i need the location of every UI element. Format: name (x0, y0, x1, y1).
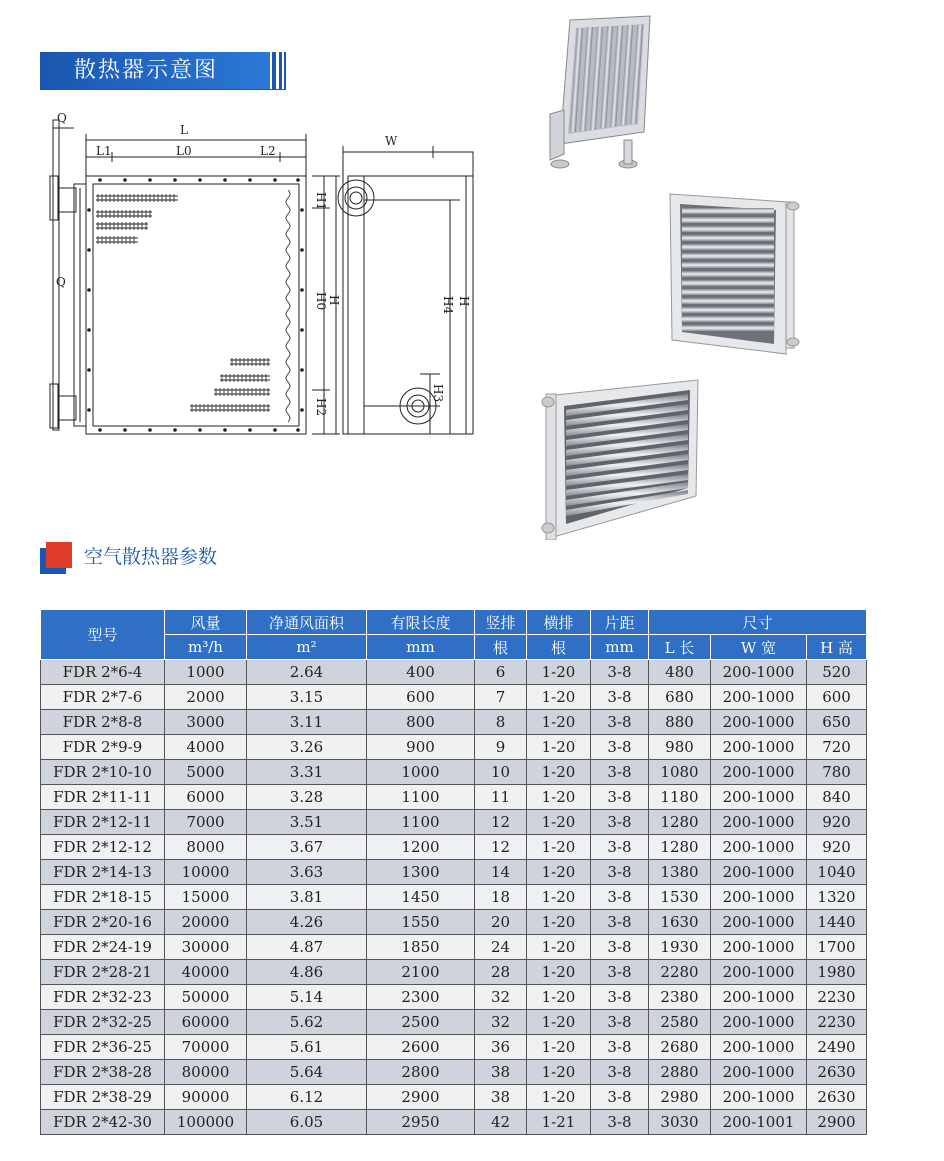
cell-length: 2880 (649, 1060, 711, 1085)
cell-horizontal: 1-20 (527, 685, 591, 710)
cell-width: 200-1000 (711, 785, 807, 810)
cell-vertical: 9 (475, 735, 527, 760)
page-title: 散热器示意图 (40, 52, 270, 89)
cell-net-area: 3.81 (247, 885, 367, 910)
radiator-schematic (30, 100, 500, 445)
cell-width: 200-1000 (711, 985, 807, 1010)
cell-airflow: 4000 (165, 735, 247, 760)
cell-fin-pitch: 3-8 (591, 735, 649, 760)
cell-height: 720 (807, 735, 867, 760)
th-airflow: 风量 (165, 610, 247, 635)
cell-model: FDR 2*12-12 (41, 835, 165, 860)
cell-height: 2630 (807, 1085, 867, 1110)
cell-net-area: 3.31 (247, 760, 367, 785)
cell-eff-length: 1850 (367, 935, 475, 960)
cell-eff-length: 800 (367, 710, 475, 735)
cell-model: FDR 2*20-16 (41, 910, 165, 935)
cell-width: 200-1000 (711, 910, 807, 935)
table-row (41, 1035, 867, 1060)
cell-airflow: 20000 (165, 910, 247, 935)
cell-fin-pitch: 3-8 (591, 760, 649, 785)
cell-vertical: 38 (475, 1060, 527, 1085)
cell-airflow: 30000 (165, 935, 247, 960)
cell-net-area: 5.64 (247, 1060, 367, 1085)
cell-net-area: 6.12 (247, 1085, 367, 1110)
cell-horizontal: 1-20 (527, 1085, 591, 1110)
cell-fin-pitch: 3-8 (591, 835, 649, 860)
cell-fin-pitch: 3-8 (591, 935, 649, 960)
cell-vertical: 14 (475, 860, 527, 885)
cell-width: 200-1001 (711, 1110, 807, 1135)
label-H0: H0 (314, 292, 328, 311)
cell-net-area: 3.26 (247, 735, 367, 760)
cell-horizontal: 1-20 (527, 935, 591, 960)
cell-eff-length: 2600 (367, 1035, 475, 1060)
label-L2: L2 (260, 144, 276, 158)
cell-airflow: 50000 (165, 985, 247, 1010)
cell-width: 200-1000 (711, 710, 807, 735)
cell-length: 2580 (649, 1010, 711, 1035)
cell-model: FDR 2*8-8 (41, 710, 165, 735)
title-accent-bars (270, 52, 286, 89)
cell-fin-pitch: 3-8 (591, 1085, 649, 1110)
cell-airflow: 15000 (165, 885, 247, 910)
label-Q-top: Q (57, 111, 67, 125)
cell-horizontal: 1-20 (527, 860, 591, 885)
cell-horizontal: 1-20 (527, 885, 591, 910)
cell-airflow: 40000 (165, 960, 247, 985)
cell-horizontal: 1-21 (527, 1110, 591, 1135)
cell-eff-length: 1550 (367, 910, 475, 935)
cell-length: 2280 (649, 960, 711, 985)
label-H1: H1 (314, 192, 328, 211)
cell-length: 1930 (649, 935, 711, 960)
cell-horizontal: 1-20 (527, 785, 591, 810)
cell-airflow: 60000 (165, 1010, 247, 1035)
cell-width: 200-1000 (711, 1085, 807, 1110)
th-size: 尺寸 (649, 610, 867, 635)
cell-width: 200-1000 (711, 810, 807, 835)
cell-fin-pitch: 3-8 (591, 710, 649, 735)
cell-width: 200-1000 (711, 1060, 807, 1085)
cell-net-area: 5.62 (247, 1010, 367, 1035)
unit-height: H 高 (807, 635, 867, 660)
cell-fin-pitch: 3-8 (591, 1110, 649, 1135)
cell-vertical: 24 (475, 935, 527, 960)
cell-fin-pitch: 3-8 (591, 785, 649, 810)
cell-horizontal: 1-20 (527, 1035, 591, 1060)
cell-height: 780 (807, 760, 867, 785)
cell-height: 650 (807, 710, 867, 735)
th-net-area: 净通风面积 (247, 610, 367, 635)
cell-eff-length: 2300 (367, 985, 475, 1010)
cell-fin-pitch: 3-8 (591, 685, 649, 710)
table-row (41, 860, 867, 885)
cell-net-area: 5.61 (247, 1035, 367, 1060)
cell-width: 200-1000 (711, 960, 807, 985)
label-L0: L0 (176, 144, 192, 158)
cell-fin-pitch: 3-8 (591, 810, 649, 835)
th-eff-length: 有限长度 (367, 610, 475, 635)
cell-vertical: 6 (475, 660, 527, 685)
cell-width: 200-1000 (711, 860, 807, 885)
cell-vertical: 10 (475, 760, 527, 785)
unit-length: L 长 (649, 635, 711, 660)
cell-vertical: 11 (475, 785, 527, 810)
cell-eff-length: 2100 (367, 960, 475, 985)
cell-net-area: 4.87 (247, 935, 367, 960)
cell-eff-length: 1100 (367, 785, 475, 810)
cell-height: 2630 (807, 1060, 867, 1085)
cell-vertical: 36 (475, 1035, 527, 1060)
label-H4: H4 (441, 296, 455, 315)
cell-model: FDR 2*6-4 (41, 660, 165, 685)
cell-horizontal: 1-20 (527, 660, 591, 685)
table-row (41, 660, 867, 685)
cell-height: 1320 (807, 885, 867, 910)
cell-model: FDR 2*38-28 (41, 1060, 165, 1085)
cell-length: 880 (649, 710, 711, 735)
cell-horizontal: 1-20 (527, 960, 591, 985)
cell-height: 2490 (807, 1035, 867, 1060)
cell-net-area: 4.26 (247, 910, 367, 935)
cell-eff-length: 1000 (367, 760, 475, 785)
label-W: W (385, 134, 398, 148)
cell-vertical: 28 (475, 960, 527, 985)
cell-eff-length: 1300 (367, 860, 475, 885)
cell-eff-length: 1450 (367, 885, 475, 910)
cell-horizontal: 1-20 (527, 910, 591, 935)
cell-net-area: 3.11 (247, 710, 367, 735)
cell-fin-pitch: 3-8 (591, 960, 649, 985)
cell-vertical: 8 (475, 710, 527, 735)
cell-width: 200-1000 (711, 660, 807, 685)
cell-fin-pitch: 3-8 (591, 1060, 649, 1085)
th-vertical: 竖排 (475, 610, 527, 635)
label-H3: H3 (431, 384, 445, 403)
unit-horizontal: 根 (527, 635, 591, 660)
cell-width: 200-1000 (711, 935, 807, 960)
radiator-photo-angled (540, 14, 670, 179)
cell-airflow: 2000 (165, 685, 247, 710)
cell-net-area: 6.05 (247, 1110, 367, 1135)
table-row (41, 1060, 867, 1085)
cell-height: 920 (807, 810, 867, 835)
cell-fin-pitch: 3-8 (591, 660, 649, 685)
cell-height: 2230 (807, 1010, 867, 1035)
cell-model: FDR 2*32-23 (41, 985, 165, 1010)
cell-length: 1280 (649, 835, 711, 860)
cell-height: 1700 (807, 935, 867, 960)
cell-height: 920 (807, 835, 867, 860)
unit-width: W 宽 (711, 635, 807, 660)
cell-model: FDR 2*38-29 (41, 1085, 165, 1110)
cell-length: 680 (649, 685, 711, 710)
cell-width: 200-1000 (711, 735, 807, 760)
table-row (41, 1010, 867, 1035)
cell-airflow: 80000 (165, 1060, 247, 1085)
label-H2: H2 (314, 398, 328, 417)
cell-length: 1630 (649, 910, 711, 935)
unit-eff-length: mm (367, 635, 475, 660)
cell-airflow: 10000 (165, 860, 247, 885)
cell-width: 200-1000 (711, 1035, 807, 1060)
cell-vertical: 12 (475, 835, 527, 860)
cell-width: 200-1000 (711, 885, 807, 910)
cell-vertical: 42 (475, 1110, 527, 1135)
cell-net-area: 3.51 (247, 810, 367, 835)
label-H-side: H (457, 296, 471, 307)
cell-horizontal: 1-20 (527, 1010, 591, 1035)
cell-net-area: 3.67 (247, 835, 367, 860)
cell-net-area: 4.86 (247, 960, 367, 985)
cell-airflow: 100000 (165, 1110, 247, 1135)
radiator-photo-perspective (538, 378, 708, 540)
unit-airflow: m³/h (165, 635, 247, 660)
cell-fin-pitch: 3-8 (591, 885, 649, 910)
cell-vertical: 12 (475, 810, 527, 835)
cell-model: FDR 2*14-13 (41, 860, 165, 885)
cell-net-area: 3.63 (247, 860, 367, 885)
cell-width: 200-1000 (711, 760, 807, 785)
th-model: 型号 (41, 610, 165, 660)
cell-horizontal: 1-20 (527, 1060, 591, 1085)
table-row (41, 910, 867, 935)
cell-length: 1380 (649, 860, 711, 885)
side-view-frame (343, 152, 473, 434)
section-title: 空气散热器参数 (84, 546, 218, 568)
cell-height: 1980 (807, 960, 867, 985)
cell-net-area: 3.15 (247, 685, 367, 710)
cell-fin-pitch: 3-8 (591, 1010, 649, 1035)
cell-height: 2900 (807, 1110, 867, 1135)
cell-model: FDR 2*32-25 (41, 1010, 165, 1035)
cell-eff-length: 600 (367, 685, 475, 710)
cell-model: FDR 2*11-11 (41, 785, 165, 810)
unit-net-area: m² (247, 635, 367, 660)
unit-fin-pitch: mm (591, 635, 649, 660)
cell-model: FDR 2*28-21 (41, 960, 165, 985)
cell-fin-pitch: 3-8 (591, 860, 649, 885)
front-view-frame (86, 176, 306, 434)
cell-length: 2980 (649, 1085, 711, 1110)
table-row (41, 1110, 867, 1135)
label-L: L (180, 123, 188, 137)
cell-vertical: 18 (475, 885, 527, 910)
cell-length: 3030 (649, 1110, 711, 1135)
section-square-icon (40, 542, 72, 574)
cell-net-area: 3.28 (247, 785, 367, 810)
cell-width: 200-1000 (711, 1010, 807, 1035)
cell-fin-pitch: 3-8 (591, 985, 649, 1010)
cell-length: 2380 (649, 985, 711, 1010)
cell-airflow: 7000 (165, 810, 247, 835)
cell-eff-length: 2500 (367, 1010, 475, 1035)
table-row (41, 760, 867, 785)
cell-length: 1180 (649, 785, 711, 810)
table-row (41, 810, 867, 835)
cell-width: 200-1000 (711, 835, 807, 860)
cell-width: 200-1000 (711, 685, 807, 710)
cell-height: 600 (807, 685, 867, 710)
cell-airflow: 8000 (165, 835, 247, 860)
cell-horizontal: 1-20 (527, 760, 591, 785)
cell-airflow: 3000 (165, 710, 247, 735)
cell-eff-length: 400 (367, 660, 475, 685)
table-row (41, 960, 867, 985)
cell-airflow: 90000 (165, 1085, 247, 1110)
cell-model: FDR 2*10-10 (41, 760, 165, 785)
cell-model: FDR 2*18-15 (41, 885, 165, 910)
cell-height: 840 (807, 785, 867, 810)
table-row (41, 735, 867, 760)
cell-vertical: 32 (475, 985, 527, 1010)
th-fin-pitch: 片距 (591, 610, 649, 635)
fin-hatching (98, 194, 268, 412)
cell-airflow: 1000 (165, 660, 247, 685)
cell-length: 480 (649, 660, 711, 685)
cell-eff-length: 900 (367, 735, 475, 760)
cell-length: 980 (649, 735, 711, 760)
params-table-body (41, 660, 867, 1135)
label-L1: L1 (96, 144, 112, 158)
cell-model: FDR 2*36-25 (41, 1035, 165, 1060)
th-horizontal: 横排 (527, 610, 591, 635)
cell-horizontal: 1-20 (527, 835, 591, 860)
cell-airflow: 5000 (165, 760, 247, 785)
cell-model: FDR 2*9-9 (41, 735, 165, 760)
cell-airflow: 6000 (165, 785, 247, 810)
cell-length: 1080 (649, 760, 711, 785)
cell-vertical: 38 (475, 1085, 527, 1110)
cell-net-area: 2.64 (247, 660, 367, 685)
table-row (41, 935, 867, 960)
cell-eff-length: 2900 (367, 1085, 475, 1110)
cell-vertical: 7 (475, 685, 527, 710)
cell-height: 1040 (807, 860, 867, 885)
cell-horizontal: 1-20 (527, 985, 591, 1010)
cell-height: 520 (807, 660, 867, 685)
title-underline (40, 89, 286, 90)
unit-vertical: 根 (475, 635, 527, 660)
table-row (41, 835, 867, 860)
cell-eff-length: 2800 (367, 1060, 475, 1085)
params-table (40, 609, 867, 1135)
radiator-photo-front (668, 192, 803, 358)
cell-horizontal: 1-20 (527, 810, 591, 835)
cell-eff-length: 1100 (367, 810, 475, 835)
table-row (41, 885, 867, 910)
cell-eff-length: 2950 (367, 1110, 475, 1135)
cell-net-area: 5.14 (247, 985, 367, 1010)
table-row (41, 710, 867, 735)
cell-fin-pitch: 3-8 (591, 910, 649, 935)
label-H-front: H (327, 295, 341, 306)
cell-horizontal: 1-20 (527, 710, 591, 735)
cell-fin-pitch: 3-8 (591, 1035, 649, 1060)
cell-length: 1530 (649, 885, 711, 910)
cell-height: 2230 (807, 985, 867, 1010)
cell-model: FDR 2*12-11 (41, 810, 165, 835)
cell-vertical: 20 (475, 910, 527, 935)
cell-horizontal: 1-20 (527, 735, 591, 760)
label-Q-side: Q (56, 275, 66, 289)
table-row (41, 985, 867, 1010)
cell-vertical: 32 (475, 1010, 527, 1035)
table-row (41, 785, 867, 810)
cell-model: FDR 2*24-19 (41, 935, 165, 960)
table-row (41, 1085, 867, 1110)
cell-eff-length: 1200 (367, 835, 475, 860)
cell-length: 1280 (649, 810, 711, 835)
cell-length: 2680 (649, 1035, 711, 1060)
cell-model: FDR 2*42-30 (41, 1110, 165, 1135)
cell-height: 1440 (807, 910, 867, 935)
cell-model: FDR 2*7-6 (41, 685, 165, 710)
table-row (41, 685, 867, 710)
cell-airflow: 70000 (165, 1035, 247, 1060)
